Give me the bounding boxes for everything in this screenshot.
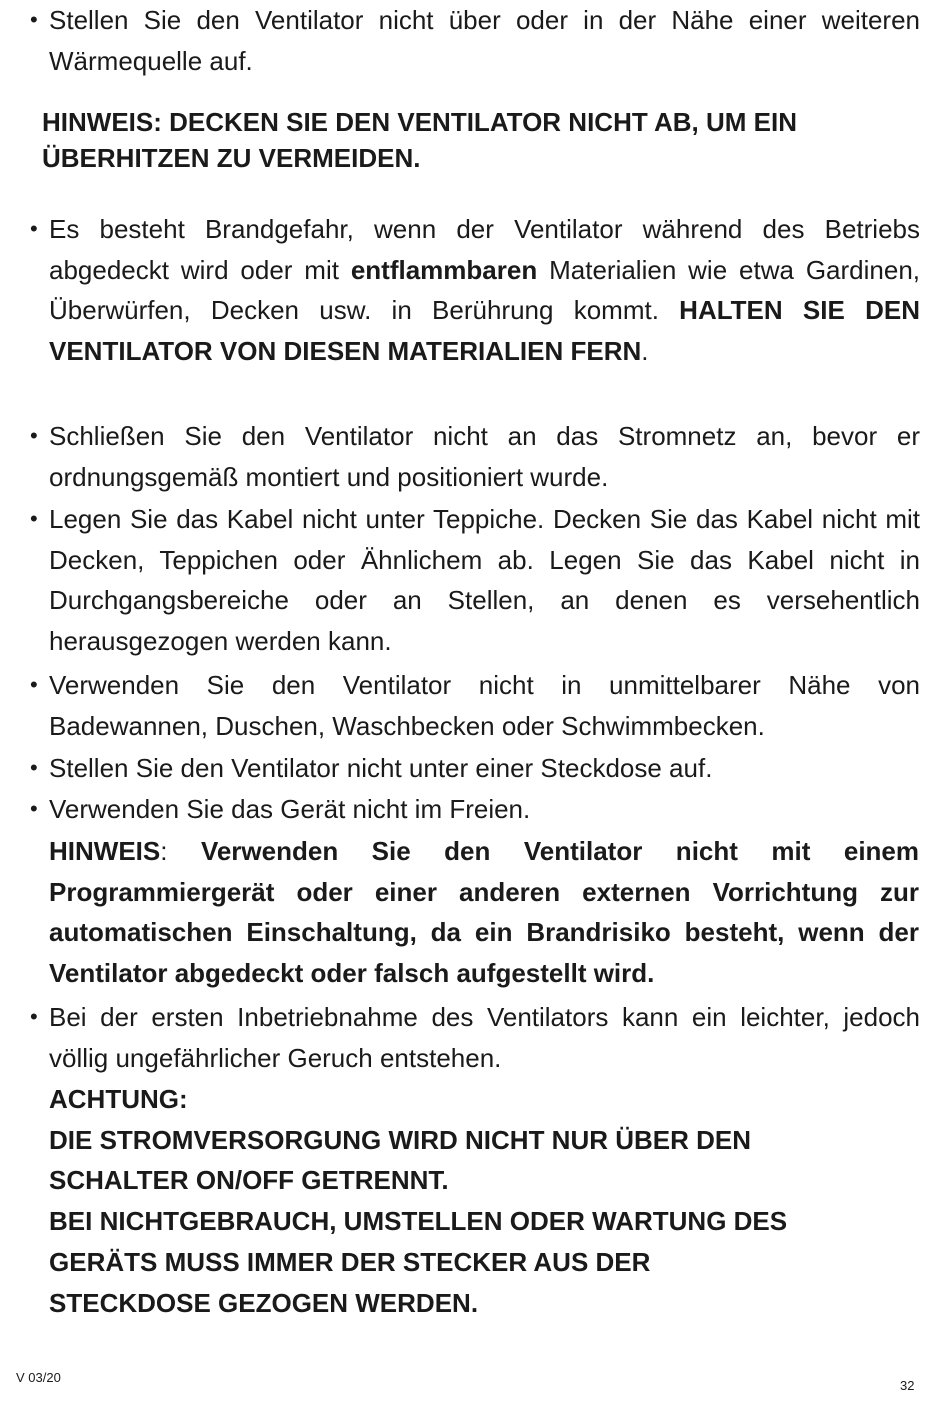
bullet-icon: • <box>30 7 38 32</box>
bullet-icon: • <box>30 423 38 448</box>
warning-block <box>49 1079 919 1323</box>
bullet-icon: • <box>30 796 38 821</box>
bullet-text: Verwenden Sie das Gerät nicht im Freien. <box>49 794 531 824</box>
safety-bullet-first-use-odor <box>30 997 920 1078</box>
warning-title: ACHTUNG: <box>49 1084 188 1114</box>
safety-bullet-mounting <box>30 416 920 497</box>
version-label: V 03/20 <box>16 1370 61 1385</box>
safety-bullet-fire-risk <box>30 209 920 372</box>
note-text: Verwenden Sie den Ventilator nicht mit einem Programmiergerät oder einer anderen externen Vorrichtung zur automatischen Einschaltung, da ein Brandrisiko besteht, wenn der Ventilator abgedeckt oder falsch aufgestellt wird. <box>49 836 919 989</box>
safety-bullet-outdoor <box>30 789 920 830</box>
warning-line: DIE STROMVERSORGUNG WIRD NICHT NUR ÜBER DEN <box>49 1124 752 1155</box>
warning-line: STECKDOSE GEZOGEN WERDEN. <box>49 1287 479 1318</box>
bullet-icon: • <box>30 1004 38 1029</box>
bullet-text-bold: HALTEN SIE DEN VENTILATOR VON DIESEN MATERIALIEN FERN <box>49 295 920 367</box>
bullet-text: Stellen Sie den Ventilator nicht über oder in der Nähe einer weiteren Wärmequelle auf. <box>49 5 920 76</box>
warning-line: GERÄTS MUSS IMMER DER STECKER AUS DER <box>49 1246 651 1277</box>
safety-bullet-water <box>30 665 920 746</box>
safety-bullet-heat-source <box>30 0 920 81</box>
bullet-text: Materialien wie etwa Gardinen, Überwürfen, Decken usw. in Berührung kommt. <box>49 254 920 326</box>
note-label: HINWEIS <box>49 836 161 866</box>
bullet-text: Es besteht Brandgefahr, wenn der Ventilator während des Betriebs abgedeckt wird oder mit <box>49 214 920 285</box>
safety-bullet-cable <box>30 499 920 662</box>
bullet-icon: • <box>30 672 38 697</box>
note-do-not-cover: HINWEIS: DECKEN SIE DEN VENTILATOR NICHT AB, UM EIN ÜBERHITZEN ZU VERMEIDEN. <box>42 107 797 173</box>
note-colon: : <box>160 836 168 866</box>
bullet-icon: • <box>30 755 38 780</box>
page-number: 32 <box>900 1378 915 1393</box>
bullet-icon: • <box>30 216 38 241</box>
bullet-text: Bei der ersten Inbetriebnahme des Ventilators kann ein leichter, jedoch völlig ungefährlicher Geruch entstehen. <box>49 1002 920 1073</box>
bullet-text-bold: entflammbaren <box>350 254 538 285</box>
warning-line: SCHALTER ON/OFF GETRENNT. <box>49 1165 449 1196</box>
bullet-text: Verwenden Sie den Ventilator nicht in unmittelbarer Nähe von Badewannen, Duschen, Waschbecken oder Schwimmbecken. <box>49 670 920 741</box>
note-timer-warning <box>49 831 919 994</box>
bullet-text: . <box>641 336 649 367</box>
bullet-text: Legen Sie das Kabel nicht unter Teppiche. Decken Sie das Kabel nicht mit Decken, Teppichen oder Ähnlichem ab. Legen Sie das Kabel nicht in Durchgangsbereiche oder an Stellen, an denen es versehentlich herausgezogen werden kann. <box>49 504 920 657</box>
bullet-text: Stellen Sie den Ventilator nicht unter einer Steckdose auf. <box>49 753 713 783</box>
bullet-icon: • <box>30 506 38 531</box>
warning-line: BEI NICHTGEBRAUCH, UMSTELLEN ODER WARTUNG DES <box>49 1206 788 1237</box>
safety-bullet-socket <box>30 748 920 789</box>
bullet-text: Schließen Sie den Ventilator nicht an das Stromnetz an, bevor er ordnungsgemäß montiert und positioniert wurde. <box>49 421 920 492</box>
